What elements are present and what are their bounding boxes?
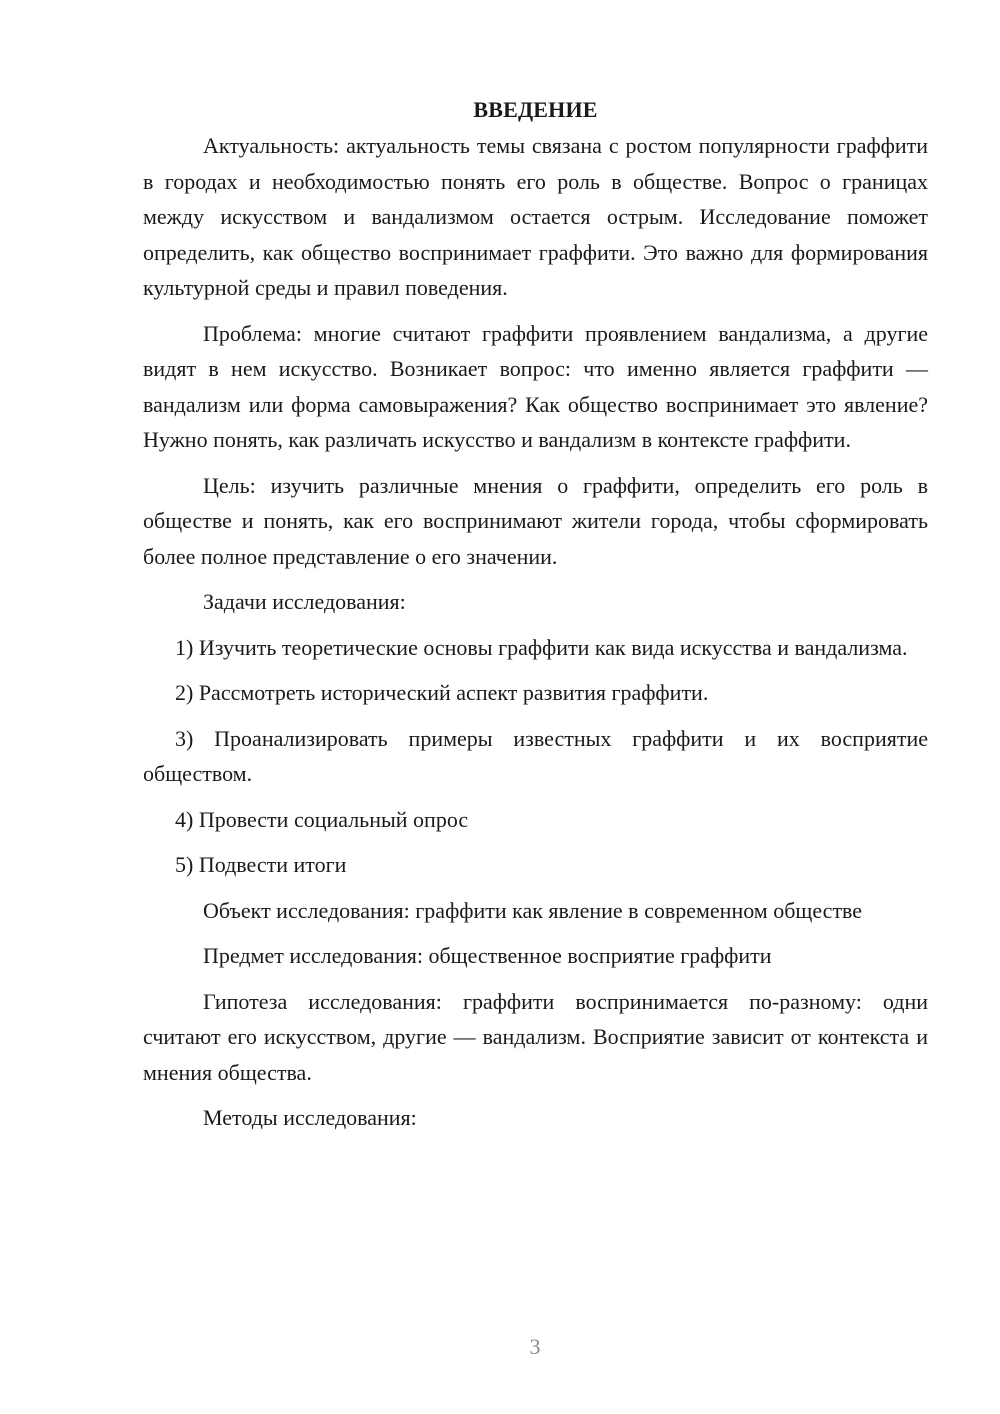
- task-item-5: 5) Подвести итоги: [175, 852, 347, 877]
- task-item-4: 4) Провести социальный опрос: [175, 806, 469, 832]
- tasks-heading: Задачи исследования:: [203, 589, 406, 614]
- problem-paragraph: Проблема: многие считают граффити проявлением вандализма, а другие видят в нем искусство. Возникает вопрос: что именно является граффити — вандализм или форма самовыражения? Как общество воспринимает это явление? Нужно понять, как различать искусство и вандализм в контексте граффити.: [143, 320, 928, 452]
- subject-paragraph: Предмет исследования: общественное восприятие граффити: [203, 943, 772, 968]
- task-item-1: 1) Изучить теоретические основы граффити как вида искусства и вандализма.: [175, 634, 908, 660]
- section-title: ВВЕДЕНИЕ: [473, 97, 598, 122]
- methods-paragraph: Методы исследования:: [203, 1105, 417, 1130]
- task-item-3: 3) Проанализировать примеры известных граффити и их восприятие обществом.: [143, 725, 928, 786]
- page-number: 3: [529, 1334, 541, 1359]
- goal-paragraph: Цель: изучить различные мнения о граффити, определить его роль в обществе и понять, как его воспринимают жители города, чтобы сформировать более полное представление о его значении.: [143, 472, 928, 569]
- document-page: [143, 95, 928, 1136]
- relevance-paragraph: Актуальность: актуальность темы связана с ростом популярности граффити в городах и необходимостью понять его роль в обществе. Вопрос о границах между искусством и вандализмом остается острым. Исследование поможет определить, как общество воспринимает граффити. Это важно для формирования культурной среды и правил поведения.: [143, 133, 928, 300]
- object-paragraph: Объект исследования: граффити как явление в современном обществе: [203, 897, 863, 923]
- hypothesis-paragraph: Гипотеза исследования: граффити воспринимается по-разному: одни считают его искусством, другие — вандализм. Восприятие зависит от контекста и мнения общества.: [143, 988, 928, 1085]
- task-item-2: 2) Рассмотреть исторический аспект развития граффити.: [175, 680, 709, 705]
